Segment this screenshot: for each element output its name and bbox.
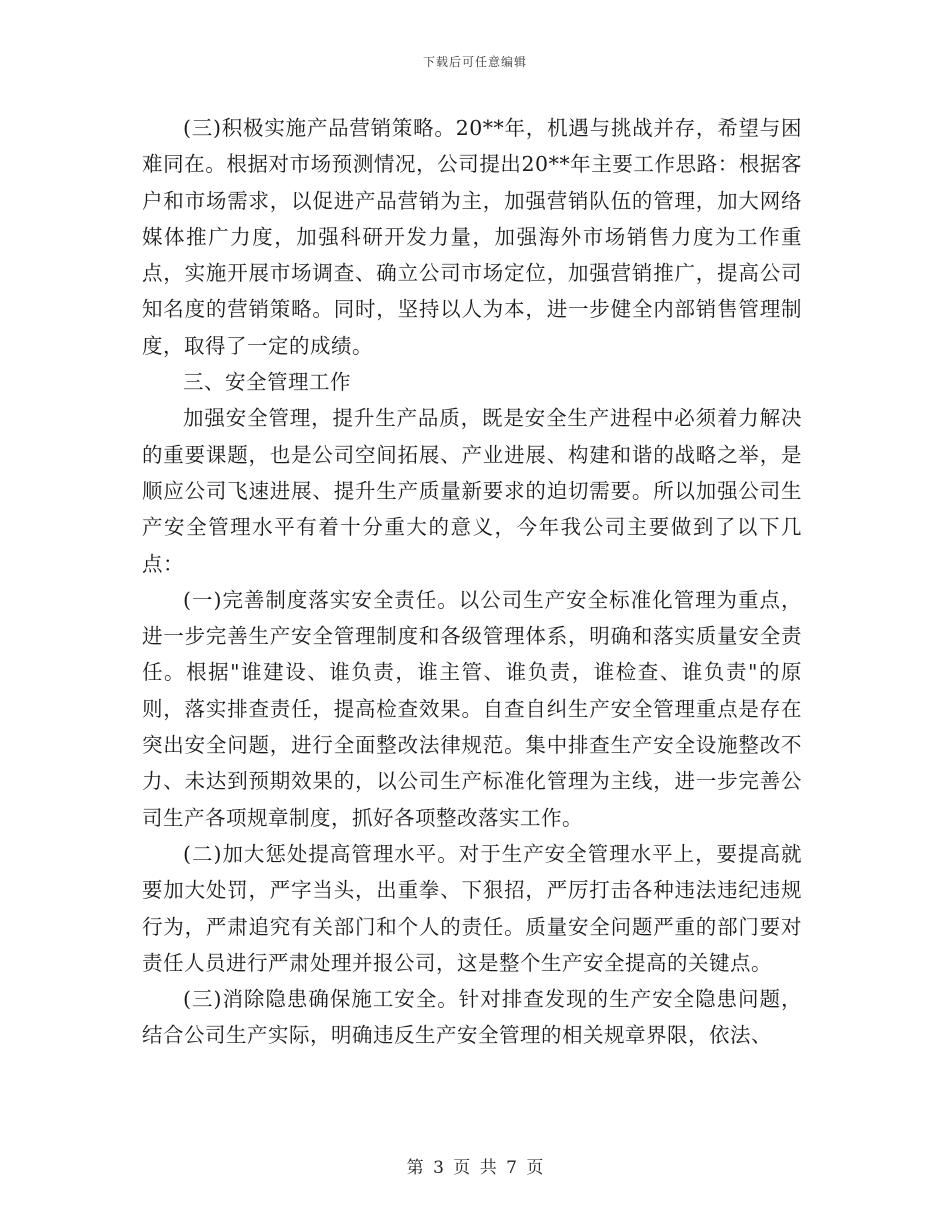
section-heading-safety: 三、安全管理工作 bbox=[183, 370, 351, 395]
paragraph-safety-item-3: (三)消除隐患确保施工安全。针对排查发现的生产安全隐患问题，结合公司生产实际，明确违反生产安全管理的相关规章界限，依法、 bbox=[142, 987, 802, 1048]
paragraph-marketing-strategy: (三)积极实施产品营销策略。20**年，机遇与挑战并存，希望与困难同在。根据对市场预测情况，公司提出20**年主要工作思路：根据客户和市场需求，以促进产品营销为主，加强营销队伍的管理，加大网络媒体推广力度，加强科研开发力量，加强海外市场销售力度为工作重点，实施开展市场调查、确立公司市场定位，加强营销推广，提高公司知名度的营销策略。同时，坚持以人为本，进一步健全内部销售管理制度，取得了一定的成绩。 bbox=[142, 116, 802, 358]
page-number-footer: 第 3 页 共 7 页 bbox=[406, 1158, 544, 1178]
document-body bbox=[142, 110, 802, 1054]
paragraph-safety-intro: 加强安全管理，提升生产品质，既是安全生产进程中必须着力解决的重要课题，也是公司空间拓展、产业进展、构建和谐的战略之举，是顺应公司飞速进展、提升生产质量新要求的迫切需要。所以加强公司生产安全管理水平有着十分重大的意义，今年我公司主要做到了以下几点： bbox=[142, 406, 802, 576]
paragraph-safety-item-2: (二)加大惩处提高管理水平。对于生产安全管理水平上，要提高就要加大处罚，严字当头，出重拳、下狠招，严厉打击各种违法违纪违规行为，严肃追究有关部门和个人的责任。质量安全问题严重的部门要对责任人员进行严肃处理并报公司，这是整个生产安全提高的关键点。 bbox=[142, 841, 802, 975]
paragraph-safety-item-1: (一)完善制度落实安全责任。以公司生产安全标准化管理为重点，进一步完善生产安全管理制度和各级管理体系，明确和落实质量安全责任。根据"谁建设、谁负责，谁主管、谁负责，谁检查、谁负责"的原则，落实排查责任，提高检查效果。自查自纠生产安全管理重点是存在突出安全问题，进行全面整改法律规范。集中排查生产安全设施整改不力、未达到预期效果的，以公司生产标准化管理为主线，进一步完善公司生产各项规章制度，抓好各项整改落实工作。 bbox=[142, 587, 802, 830]
page-header: 下载后可任意编辑 bbox=[422, 55, 527, 69]
